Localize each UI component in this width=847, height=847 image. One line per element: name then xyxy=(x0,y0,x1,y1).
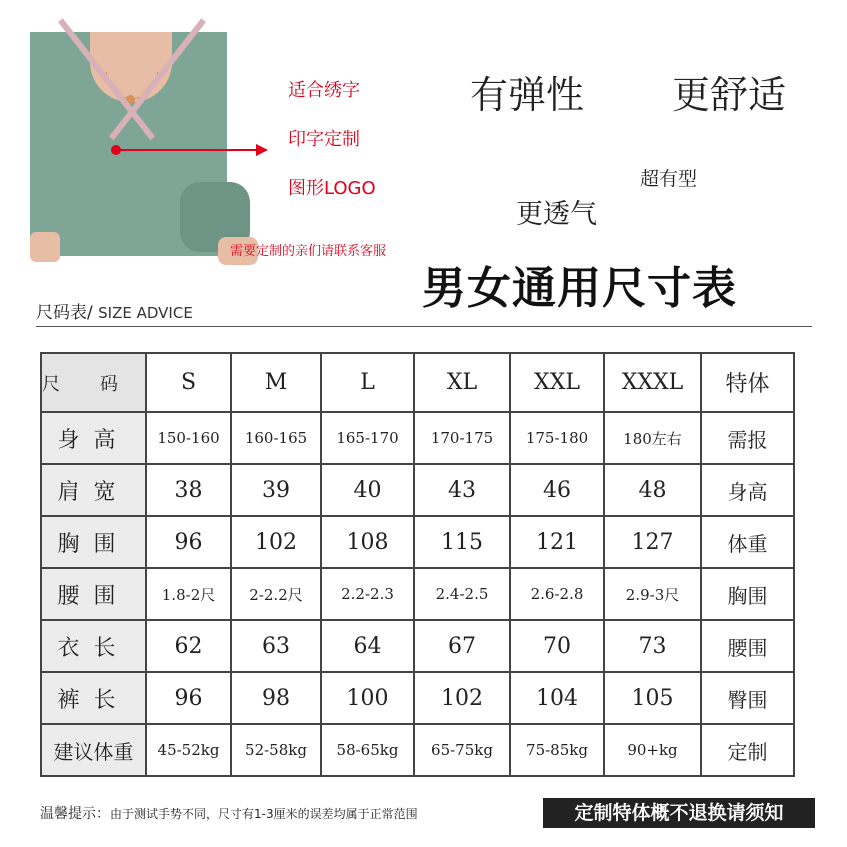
table-cell: 150-160 xyxy=(146,412,231,464)
row-label: 腰围 xyxy=(41,568,146,620)
table-cell: 2.2-2.3 xyxy=(321,568,414,620)
special-cell: 身高 xyxy=(701,464,794,516)
product-photo xyxy=(30,32,227,256)
row-label: 衣长 xyxy=(41,620,146,672)
row-label: 裤长 xyxy=(41,672,146,724)
table-cell: 52-58kg xyxy=(231,724,321,776)
table-row-chest xyxy=(41,516,794,568)
row-label: 身高 xyxy=(41,412,146,464)
header-size-l: L xyxy=(321,353,414,412)
table-cell: 1.8-2尺 xyxy=(146,568,231,620)
table-cell: 58-65kg xyxy=(321,724,414,776)
table-row-shoulder xyxy=(41,464,794,516)
table-cell: 46 xyxy=(510,464,604,516)
table-cell: 160-165 xyxy=(231,412,321,464)
table-cell: 102 xyxy=(414,672,510,724)
table-cell: 40 xyxy=(321,464,414,516)
table-header-row xyxy=(41,353,794,412)
table-cell: 45-52kg xyxy=(146,724,231,776)
custom-contact-note: 需要定制的亲们请联系客服 xyxy=(230,244,387,259)
table-cell: 100 xyxy=(321,672,414,724)
section-label xyxy=(36,298,193,323)
pointer-arrow-icon xyxy=(256,144,268,156)
callout-print: 印字定制 xyxy=(288,129,360,150)
table-cell: 2.6-2.8 xyxy=(510,568,604,620)
table-cell: 104 xyxy=(510,672,604,724)
table-cell: 39 xyxy=(231,464,321,516)
table-cell: 67 xyxy=(414,620,510,672)
header-size-m: M xyxy=(231,353,321,412)
row-label: 建议体重 xyxy=(41,724,146,776)
table-cell: 65-75kg xyxy=(414,724,510,776)
table-cell: 2.4-2.5 xyxy=(414,568,510,620)
table-cell: 38 xyxy=(146,464,231,516)
table-cell: 43 xyxy=(414,464,510,516)
arm-left xyxy=(30,232,60,262)
table-cell: 115 xyxy=(414,516,510,568)
table-cell: 2.9-3尺 xyxy=(604,568,701,620)
special-cell: 定制 xyxy=(701,724,794,776)
footer-tip-text: 由于测试手势不同，尺寸有1-3厘米的误差均属于正常范围 xyxy=(110,807,418,821)
table-cell: 180左右 xyxy=(604,412,701,464)
row-label: 肩宽 xyxy=(41,464,146,516)
table-row-height xyxy=(41,412,794,464)
table-cell: 62 xyxy=(146,620,231,672)
table-cell: 64 xyxy=(321,620,414,672)
table-cell: 2-2.2尺 xyxy=(231,568,321,620)
table-cell: 48 xyxy=(604,464,701,516)
feature-breathable: 更透气 xyxy=(516,199,597,230)
header-size-label: 尺码 xyxy=(41,353,146,412)
table-cell: 70 xyxy=(510,620,604,672)
section-divider xyxy=(36,326,812,327)
table-cell: 170-175 xyxy=(414,412,510,464)
table-row-top-length xyxy=(41,620,794,672)
table-row-waist xyxy=(41,568,794,620)
row-label: 胸围 xyxy=(41,516,146,568)
return-policy-notice: 定制特体概不退换请须知 xyxy=(543,798,815,828)
callout-embroidery: 适合绣字 xyxy=(288,80,360,101)
section-label-zh: 尺码表/ xyxy=(36,303,93,323)
table-cell: 98 xyxy=(231,672,321,724)
table-row-weight xyxy=(41,724,794,776)
table-cell: 96 xyxy=(146,516,231,568)
table-cell: 102 xyxy=(231,516,321,568)
header-size-s: S xyxy=(146,353,231,412)
table-cell: 105 xyxy=(604,672,701,724)
table-cell: 175-180 xyxy=(510,412,604,464)
table-cell: 121 xyxy=(510,516,604,568)
feature-elastic: 有弹性 xyxy=(470,73,585,117)
page-title: 男女通用尺寸表 xyxy=(422,263,737,314)
special-cell: 胸围 xyxy=(701,568,794,620)
callout-logo: 图形LOGO xyxy=(288,178,376,199)
table-cell: 96 xyxy=(146,672,231,724)
table-cell: 165-170 xyxy=(321,412,414,464)
section-label-en: SIZE ADVICE xyxy=(98,304,193,322)
table-cell: 108 xyxy=(321,516,414,568)
table-cell: 75-85kg xyxy=(510,724,604,776)
feature-comfortable: 更舒适 xyxy=(672,73,787,117)
table-cell: 90+kg xyxy=(604,724,701,776)
table-cell: 73 xyxy=(604,620,701,672)
footer-tip-lead: 温馨提示： xyxy=(40,806,110,822)
footer-tip xyxy=(40,803,418,823)
size-table xyxy=(40,352,795,777)
table-cell: 127 xyxy=(604,516,701,568)
header-size-xxxl: XXXL xyxy=(604,353,701,412)
header-size-xxl: XXL xyxy=(510,353,604,412)
special-cell: 臀围 xyxy=(701,672,794,724)
pointer-arrow-line xyxy=(118,149,258,151)
header-special: 特体 xyxy=(701,353,794,412)
header-size-xl: XL xyxy=(414,353,510,412)
special-cell: 腰围 xyxy=(701,620,794,672)
special-cell: 体重 xyxy=(701,516,794,568)
table-row-pants-length xyxy=(41,672,794,724)
table-cell: 63 xyxy=(231,620,321,672)
special-cell: 需报 xyxy=(701,412,794,464)
feature-shapely: 超有型 xyxy=(640,168,698,190)
